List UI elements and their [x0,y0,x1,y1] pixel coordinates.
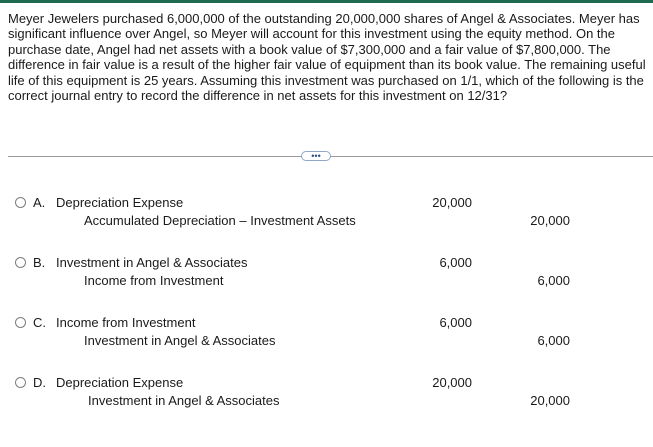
debit-account: Investment in Angel & Associates [56,255,248,270]
credit-amount: 6,000 [537,333,570,348]
radio-button-d[interactable] [15,377,26,388]
credit-amount: 20,000 [530,213,570,228]
credit-account: Accumulated Depreciation – Investment Assets [84,213,356,228]
option-letter: D. [33,375,46,390]
more-options-button[interactable] [301,151,331,161]
debit-amount: 6,000 [439,315,472,330]
debit-amount: 20,000 [432,195,472,210]
credit-amount: 20,000 [530,393,570,408]
ellipsis-icon: ••• [311,151,321,161]
debit-amount: 20,000 [432,375,472,390]
credit-account: Investment in Angel & Associates [88,393,280,408]
radio-button-b[interactable] [15,257,26,268]
question-text: Meyer Jewelers purchased 6,000,000 of the outstanding 20,000,000 shares of Angel & Associates. Meyer has significant influence over Angel, so Meyer will account for this investment using the equity method. On the purchase date, Angel had net assets with a book value of $7,300,000 and a fair value of $7,800,000. The difference in fair value is a result of the higher fair value of equipment than its book value. The remaining useful life of this equipment is 25 years. Assuming this investment was purchased on 1/1, which of the following is the correct journal entry to record the difference in net assets for this investment on 12/31? [8,11,646,104]
radio-button-c[interactable] [15,317,26,328]
debit-account: Depreciation Expense [56,375,184,390]
top-accent-bar [0,0,653,3]
debit-account: Depreciation Expense [56,195,184,210]
debit-account: Income from Investment [56,315,196,330]
debit-amount: 6,000 [439,255,472,270]
option-letter: B. [33,255,46,270]
radio-button-a[interactable] [15,197,26,208]
credit-account: Investment in Angel & Associates [84,333,276,348]
credit-amount: 6,000 [537,273,570,288]
option-letter: C. [33,315,46,330]
option-letter: A. [33,195,46,210]
credit-account: Income from Investment [84,273,224,288]
